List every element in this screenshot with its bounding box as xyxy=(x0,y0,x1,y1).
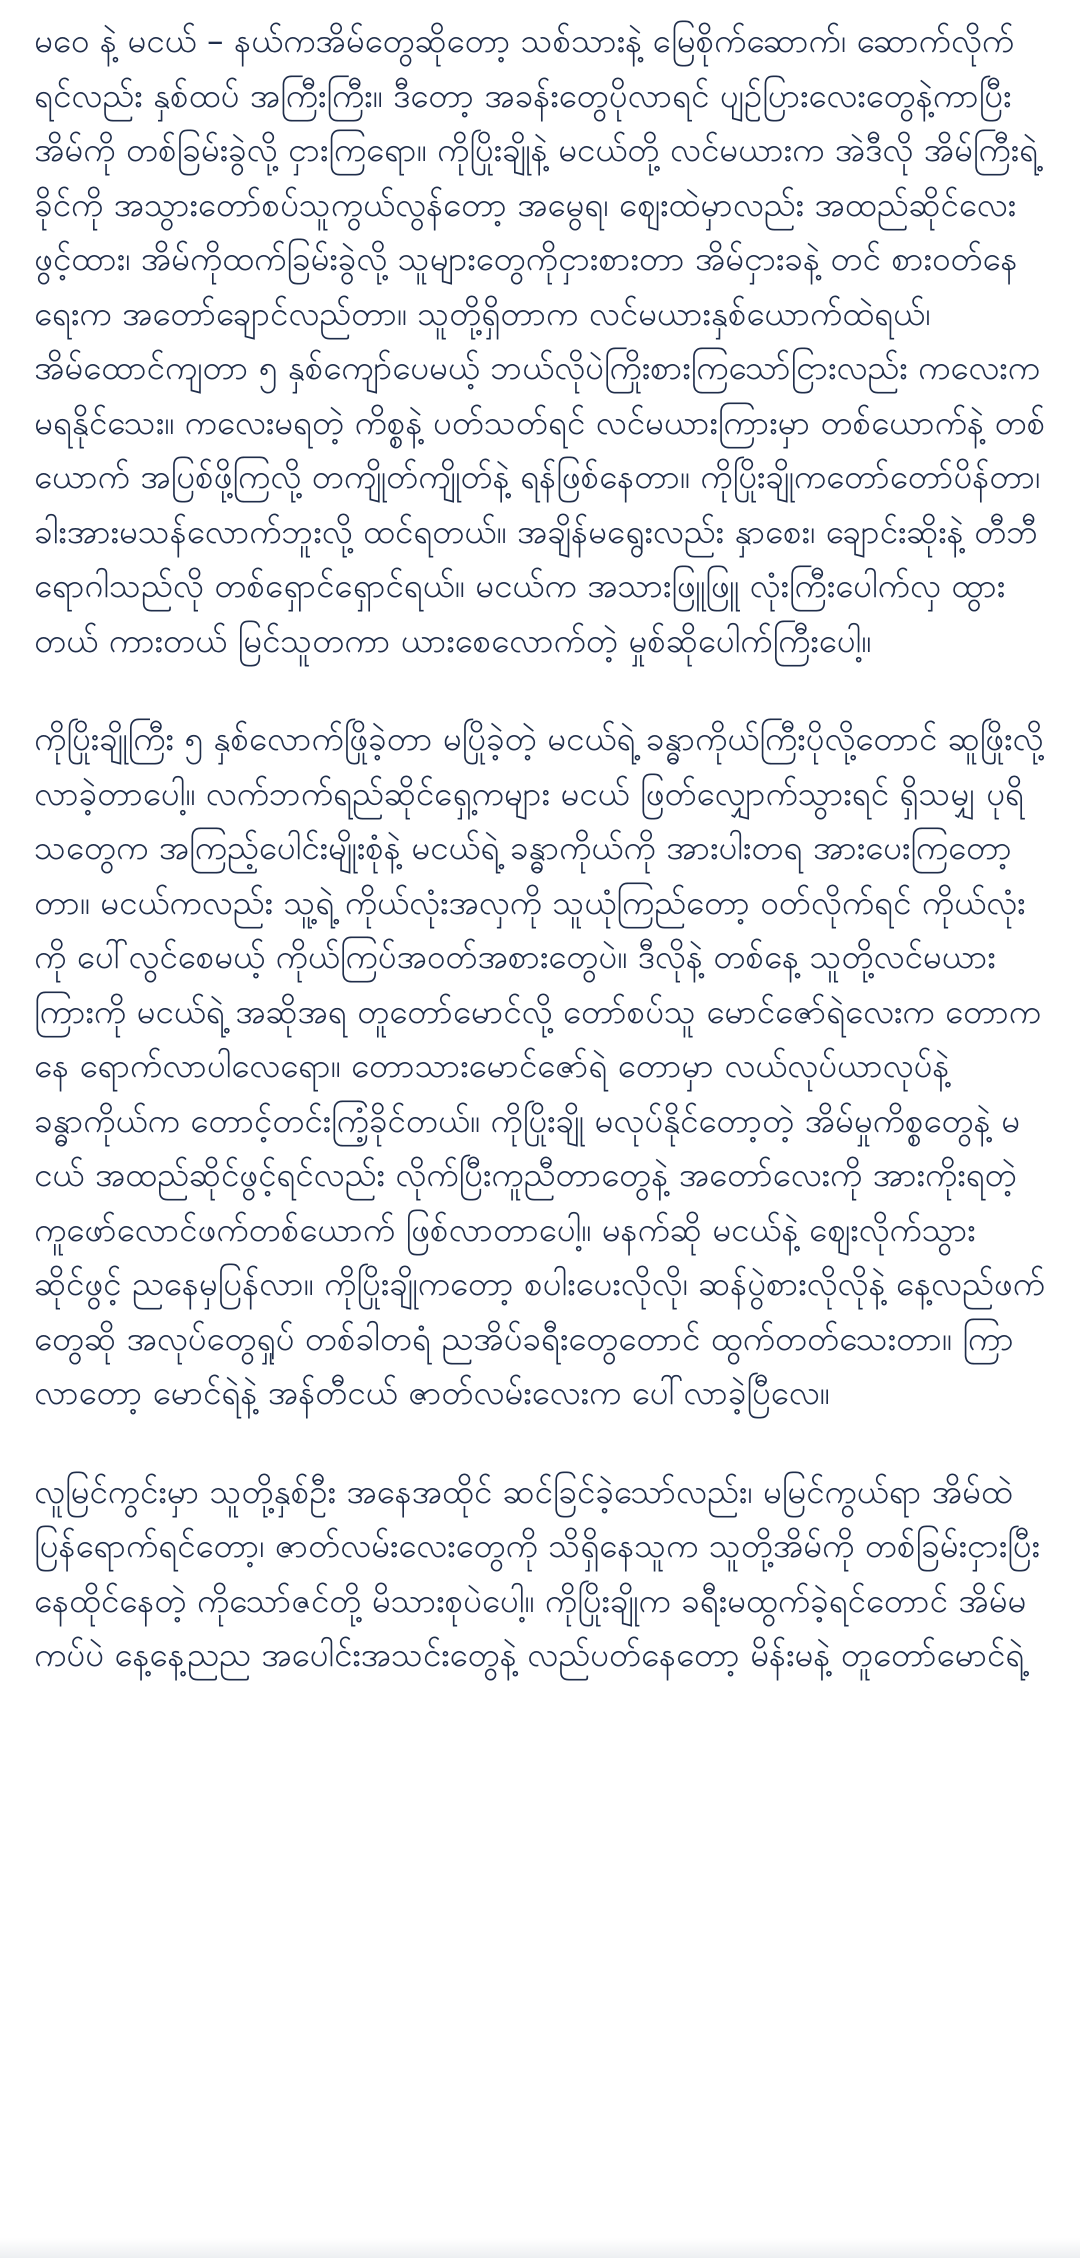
bottom-scroll-fade xyxy=(0,2238,1080,2258)
article-paragraph: မဝေ နဲ့ မငယ် – နယ်ကအိမ်တွေဆိုတော့ သစ်သားနဲ့ မြေစိုက်ဆောက်၊ ဆောက်လိုက်ရင်လည်း နှစ်ထပ် အကြီးကြီး။ ဒီတော့ အခန်းတွေပိုလာရင် ပျဉ်ပြားလေးတွေနဲ့ကာပြီး အိမ်ကို တစ်ခြမ်းခွဲလို့ ငှားကြရော။ ကိုပြိုးချိုနဲ့ မငယ်တို့ လင်မယားက အဲဒီလို အိမ်ကြီးရဲ့ခိုင်ကို အသွားတော်စပ်သူကွယ်လွန်တော့ အမွေရ၊ ဈေးထဲမှာလည်း အထည်ဆိုင်လေးဖွင့်ထား၊ အိမ်ကိုထက်ခြမ်းခွဲလို့ သူများတွေကိုငှားစားတာ အိမ်ငှားခနဲ့ တင် စားဝတ်နေရေးက အတော်ချောင်လည်တာ။ သူတို့ရှိတာက လင်မယားနှစ်ယောက်ထဲရယ်၊ အိမ်ထောင်ကျတာ ၅ နှစ်ကျော်ပေမယ့် ဘယ်လိုပဲကြိုးစားကြသော်ငြားလည်း ကလေးက မရနိုင်သေး။ ကလေးမရတဲ့ ကိစ္စနဲ့ ပတ်သတ်ရင် လင်မယားကြားမှာ တစ်ယောက်နဲ့ တစ်ယောက် အပြစ်ဖို့ကြလို့ တကျိုတ်ကျိုတ်နဲ့ ရန်ဖြစ်နေတာ။ ကိုပြိုးချိုကတော်တော်ပိန်တာ၊ ခါးအားမသန်လောက်ဘူးလို့ ထင်ရတယ်။ အချိန်မရွေးလည်း နှာစေး၊ ချောင်းဆိုးနဲ့ တီဘီရောဂါသည်လို တစ်ရှောင်ရှောင်ရယ်။ မငယ်က အသားဖြူဖြူ လုံးကြီးပေါက်လှ ထွားတယ် ကားတယ် မြင်သူတကာ ယားစေလောက်တဲ့ မှုစ်ဆိုပေါက်ကြီးပေါ့။ xyxy=(34,21,1046,660)
article-paragraph: လူမြင်ကွင်းမှာ သူတို့နှစ်ဦး အနေအထိုင် ဆင်ခြင်ခဲ့သော်လည်း၊ မမြင်ကွယ်ရာ အိမ်ထဲပြန်ရောက်ရင်တော့၊ ဇာတ်လမ်းလေးတွေကို သိရှိနေသူက သူတို့အိမ်ကို တစ်ခြမ်းငှားပြီး နေထိုင်နေတဲ့ ကိုသော်ဇင်တို့ မိသားစုပဲပေါ့။ ကိုပြိုးချိုက ခရီးမထွက်ခဲ့ရင်တောင် အိမ်မကပ်ပဲ နေ့နေ့ညည အပေါင်းအသင်းတွေနဲ့ လည်ပတ်နေတော့ မိန်းမနဲ့ တူတော်မောင်ရဲ့ xyxy=(34,1471,1040,1674)
article-paragraph: ကိုပြိုးချိုကြီး ၅ နှစ်လောက်ဖြိုခဲ့တာ မပြိုခဲ့တဲ့ မငယ်ရဲ့ ခန္ဓာကိုယ်ကြီးပိုလို့တောင် ဆူဖြိုးလို့လာခဲ့တာပေါ့။ လက်ဘက်ရည်ဆိုင်ရှေ့ကများ မငယ် ဖြတ်လျှောက်သွားရင် ရှိသမျှ ပုရိသတွေက အကြည့်ပေါင်းမျိုးစုံနဲ့ မငယ်ရဲ့ ခန္ဓာကိုယ်ကို အားပါးတရ အားပေးကြတော့တာ။ မငယ်ကလည်း သူ့ရဲ့ ကိုယ်လုံးအလှကို သူယုံကြည်တော့ ဝတ်လိုက်ရင် ကိုယ်လုံးကို ပေါ်လွင်စေမယ့် ကိုယ်ကြပ်အဝတ်အစားတွေပဲ။ ဒီလိုနဲ့ တစ်နေ့ သူတို့လင်မယားကြားကို မငယ်ရဲ့ အဆိုအရ တူတော်မောင်လို့ တော်စပ်သူ မောင်ဇော်ရဲလေးက တောကနေ ရောက်လာပါလေရော။ တောသားမောင်ဇော်ရဲ တောမှာ လယ်လုပ်ယာလုပ်နဲ့ ခန္ဓာကိုယ်က တောင့်တင်းကြံ့ခိုင်တယ်။ ကိုပြိုးချို မလုပ်နိုင်တော့တဲ့ အိမ်မှုကိစ္စတွေနဲ့ မငယ် အထည်ဆိုင်ဖွင့်ရင်လည်း လိုက်ပြီးကူညီတာတွေနဲ့ အတော်လေးကို အားကိုးရတဲ့ ကူဖော်လောင်ဖက်တစ်ယောက် ဖြစ်လာတာပေါ့။ မနက်ဆို မငယ်နဲ့ ဈေးလိုက်သွား ဆိုင်ဖွင့် ညနေမှပြန်လာ။ ကိုပြိုးချိုကတော့ စပါးပေးလိုလို၊ ဆန်ပွဲစားလိုလိုနဲ့ နေ့လည်ဖက်တွေဆို အလုပ်တွေရှုပ် တစ်ခါတရံ ညအိပ်ခရီးတွေတောင် ထွက်တတ်သေးတာ။ ကြာလာတော့ မောင်ရဲနဲ့ အန်တီငယ် ဇာတ်လမ်းလေးက ပေါ်လာခဲ့ပြီလေ။ xyxy=(34,719,1045,1412)
